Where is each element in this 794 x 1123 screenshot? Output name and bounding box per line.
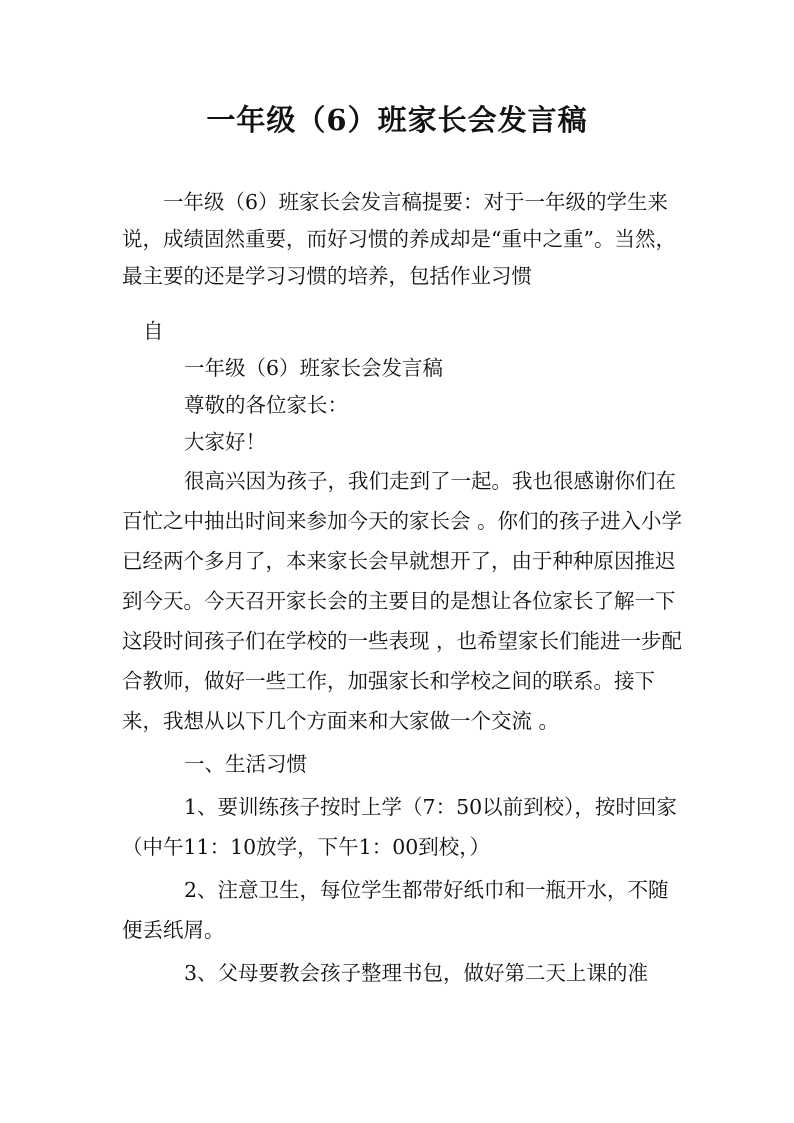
- text-fragment: 自: [143, 319, 164, 343]
- repeated-title: 一年级（6）班家长会发言稿: [184, 356, 444, 380]
- section-heading-life-habits: 一、生活习惯: [184, 752, 307, 776]
- list-item-1: 1、要训练孩子按时上学（7：50以前到校），按时回家（中午11：10放学，下午1：00到校，）: [122, 795, 677, 859]
- list-item-3: 3、父母要教会孩子整理书包，做好第二天上课的准: [184, 961, 649, 985]
- list-item-2: 2、注意卫生，每位学生都带好纸巾和一瓶开水，不随便丢纸屑。: [122, 878, 669, 942]
- salutation: 尊敬的各位家长：: [184, 393, 348, 417]
- greeting: 大家好！: [184, 430, 266, 454]
- document-title: 一年级（6）班家长会发言稿: [206, 103, 588, 137]
- summary-paragraph: 一年级（6）班家长会发言稿提要：对于一年级的学生来说，成绩固然重要，而好习惯的养成却是“重中之重”。当然，最主要的还是学习习惯的培养，包括作业习惯: [122, 190, 676, 288]
- document-body: [122, 350, 682, 996]
- intro-paragraph: 很高兴因为孩子，我们走到了一起。我也很感谢你们在百忙之中抽出时间来参加今天的家长会 。你们的孩子进入小学已经两个多月了，本来家长会早就想开了，由于种种原因推迟到今天。今天召开家长会的主要目的是想让各位家长了解一下这段时间孩子们在学校的一些表现 ，也希望家长们能进一步配合教师，做好一些工作，加强家长和学校之间的联系。接下来，我想从以下几个方面来和大家做一个交流 。: [122, 469, 683, 733]
